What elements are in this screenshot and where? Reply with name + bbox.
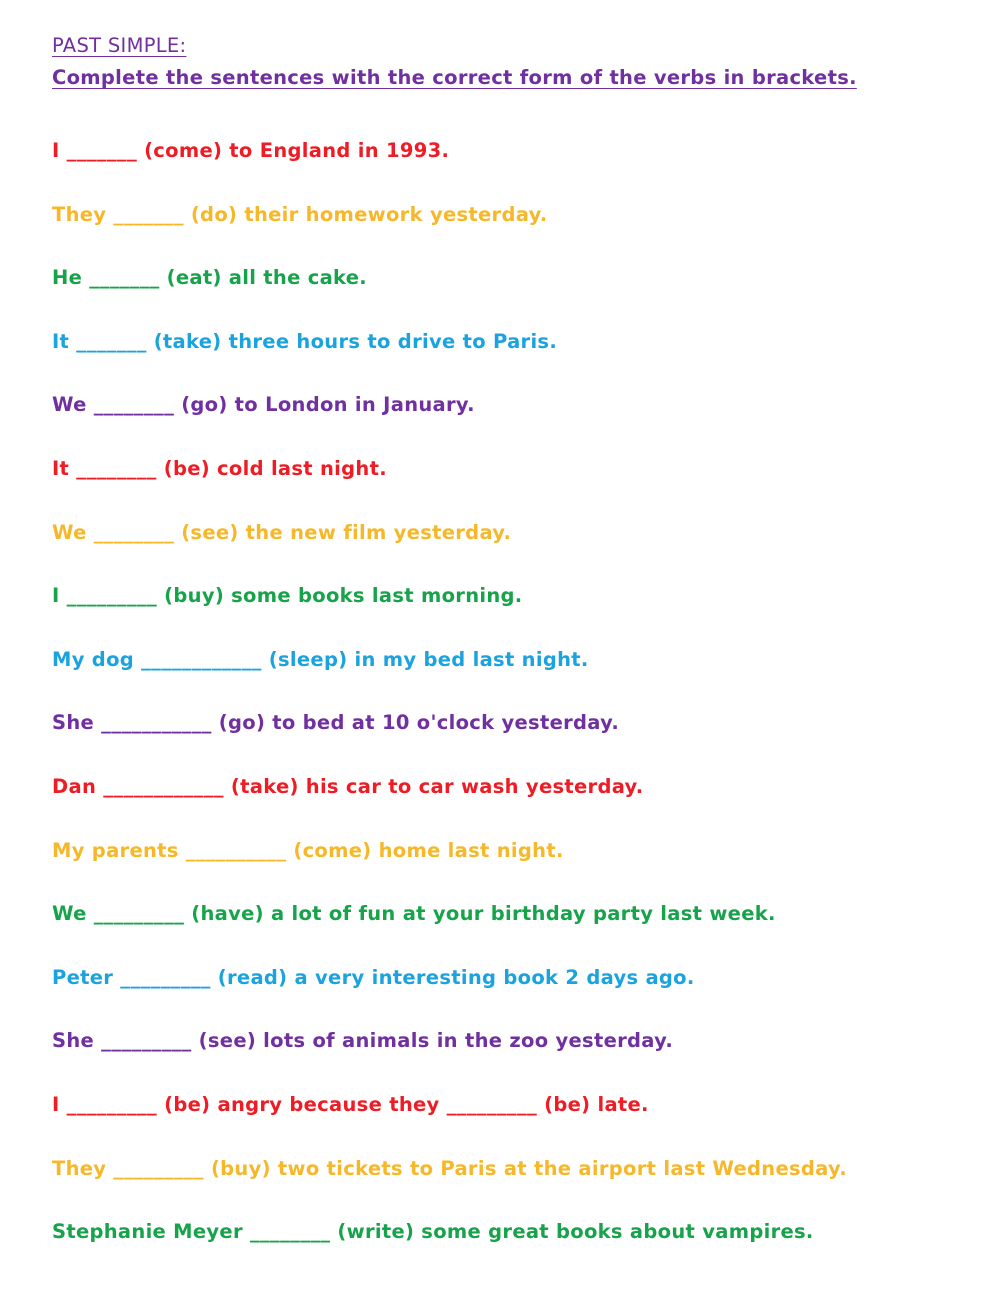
worksheet-title: PAST SIMPLE: (52, 34, 187, 57)
sentence-14: Peter _________ (read) a very interesting book 2 days ago. (52, 965, 695, 989)
sentence-5: We ________ (go) to London in January. (52, 393, 475, 417)
sentence-4: It _______ (take) three hours to drive to Paris. (52, 329, 558, 353)
sentence-12: My parents __________ (come) home last night. (52, 838, 564, 862)
sentence-7: We ________ (see) the new film yesterday. (52, 520, 512, 544)
sentence-18: Stephanie Meyer ________ (write) some great books about vampires. (52, 1220, 814, 1244)
worksheet (52, 30, 972, 1244)
sentence-list (52, 135, 847, 1280)
sentence-17: They _________ (buy) two tickets to Paris at the airport last Wednesday. (52, 1156, 847, 1180)
sentence-15: She _________ (see) lots of animals in the zoo yesterday. (52, 1029, 674, 1053)
sentence-2: They _______ (do) their homework yesterday. (52, 202, 548, 226)
worksheet-instruction: Complete the sentences with the correct form of the verbs in brackets. (52, 66, 857, 89)
sentence-16: I _________ (be) angry because they _________ (be) late. (52, 1092, 649, 1116)
sentence-6: It ________ (be) cold last night. (52, 456, 387, 480)
sentence-8: I _________ (buy) some books last morning. (52, 584, 523, 608)
sentence-11: Dan ____________ (take) his car to car wash yesterday. (52, 774, 644, 798)
sentence-9: My dog ____________ (sleep) in my bed last night. (52, 647, 589, 671)
sentence-10: She ___________ (go) to bed at 10 o'clock yesterday. (52, 711, 620, 735)
sentence-13: We _________ (have) a lot of fun at your birthday party last week. (52, 902, 776, 926)
sentence-3: He _______ (eat) all the cake. (52, 266, 368, 290)
sentence-1: I _______ (come) to England in 1993. (52, 139, 450, 162)
